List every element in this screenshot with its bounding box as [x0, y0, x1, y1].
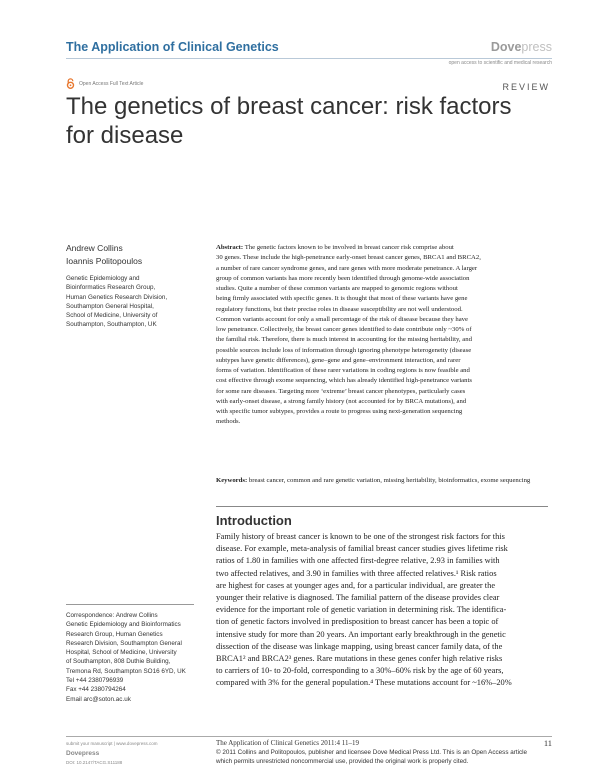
publisher-tagline: open access to scientific and medical research — [448, 60, 552, 66]
abstract-line: cost effective through exome sequencing, which has already identified high-penetrance variants — [216, 377, 472, 385]
abstract-line — [216, 243, 548, 253]
citation: The Application of Clinical Genetics 2011:4 11–19 — [216, 739, 359, 747]
keywords-label: Keywords: — [216, 477, 248, 484]
correspondence-line: of Southampton, 808 Duthie Building, — [66, 658, 171, 666]
correspondence-line: Correspondence: Andrew Collins — [66, 612, 158, 619]
abstract — [216, 243, 548, 428]
affiliation-line: School of Medicine, University of — [66, 312, 158, 320]
affiliation-line: Human Genetics Research Division, — [66, 293, 168, 301]
publisher-name-light: press — [521, 40, 552, 54]
body-line: BRCA1² and BRCA2³ genes. Rare mutations in these genes confer high relative risks — [216, 654, 503, 664]
correspondence-line: Research Division, Southampton General — [66, 639, 182, 647]
doi[interactable]: DOI: 10.2147/TACG.S11188 — [66, 760, 123, 765]
author-name: Andrew Collins — [66, 243, 123, 253]
body-line: ratios of 1.80 in families with one affected first-degree relative, 2.93 in families with — [216, 556, 500, 566]
keywords — [216, 476, 548, 486]
correspondence-line: Fax +44 2380794264 — [66, 686, 126, 694]
body-line: intensive study for more than 20 years. An important early breakthrough in the genetic — [216, 629, 506, 639]
introduction-body — [216, 531, 548, 690]
abstract-line: with specific tumor subtypes, provides a route to progress using next-generation sequencing — [216, 408, 463, 415]
correspondence-line: Research Group, Human Genetics — [66, 630, 163, 638]
introduction-heading: Introduction — [216, 513, 292, 528]
affiliation-line: Southampton, Southampton, UK — [66, 321, 157, 329]
abstract-line: forms of variation. Identification of these rarer variations in coding regions is now feasible and — [216, 367, 470, 374]
body-line: two affected relatives, and 3.90 in families with three affected relatives.¹ Risk ratios — [216, 568, 497, 578]
correspondence-line: Genetic Epidemiology and Bioinformatics — [66, 621, 181, 629]
open-access-label: Open Access Full Text Article — [79, 81, 144, 87]
body-line: dissection of the disease was linkage mapping, using breast cancer family data, of the — [216, 641, 503, 651]
correspondence-email[interactable]: Email arc@soton.ac.uk — [66, 695, 131, 703]
correspondence-line: Tel +44 2380796939 — [66, 677, 124, 685]
body-line: are highest for cases at younger ages and, for a particular individual, are greater the — [216, 580, 496, 590]
footer-divider — [66, 736, 552, 737]
body-line: to carriers of 10- to 20-fold, corresponding to a 30%–60% risk by the age of 60 years, — [216, 666, 504, 676]
abstract-line: 30 genes. These include the high-penetrance early-onset breast cancer genes, BRCA1 and BRCA2, — [216, 254, 481, 262]
page-number: 11 — [543, 738, 552, 748]
submit-manuscript-link[interactable]: submit your manuscript | www.dovepress.com — [66, 741, 158, 746]
footer-publisher: Dovepress — [66, 750, 100, 757]
body-line: tion of genetic factors involved in predisposition to breast cancer has been a topic of — [216, 617, 499, 627]
correspondence-line: Tremona Rd, Southampton SO16 6YD, UK — [66, 667, 186, 675]
open-access-icon — [66, 78, 75, 89]
body-line: compared with 3% for the general population.⁴ These mutations account for ~16%–20% — [216, 678, 512, 688]
article-title: The genetics of breast cancer: risk factors for disease — [66, 93, 512, 149]
body-line: Family history of breast cancer is known to be one of the strongest risk factors for this — [216, 532, 505, 541]
affiliation-line: Bioinformatics Research Group, — [66, 284, 156, 292]
body-line: younger their relative is diagnosed. The familial pattern of the disease provides clear — [216, 593, 500, 603]
abstract-label: Abstract: — [216, 244, 244, 251]
header-divider — [66, 58, 552, 59]
abstract-line: Common variants account for only a small percentage of the risk of disease because they have — [216, 315, 468, 323]
publisher-logo — [491, 40, 552, 54]
abstract-line: methods. — [216, 418, 241, 426]
abstract-line-text: The genetic factors known to be involved in breast cancer risk comprise about — [244, 244, 454, 251]
abstract-line: subtypes have genetic differences), gene–gene and gene–environment interaction, and rarer — [216, 356, 461, 364]
body-line: evidence for the important role of genetic variation in determining risk. The identifica- — [216, 605, 507, 615]
keywords-text: breast cancer, common and rare genetic variation, missing heritability, bioinformatics, exome sequencing — [248, 477, 531, 484]
author-name: Ioannis Politopoulos — [66, 256, 143, 266]
abstract-line: with early-onset disease, a strong family history (not accounted for by BRCA mutations), and — [216, 397, 467, 405]
abstract-line: for some rare diseases. Targeting more ‘extreme’ breast cancer phenotypes, particularly cases — [216, 387, 466, 395]
body-line: disease. For example, meta-analysis of familial breast cancer studies gives lifetime risk — [216, 544, 508, 554]
article-type: REVIEW — [502, 82, 550, 92]
abstract-line: the familial risk. Therefore, there is much interest in accounting for the missing heritability, and — [216, 336, 472, 344]
abstract-line: studies. Quite a number of these common variants are mapped to genomic regions without — [216, 285, 458, 292]
abstract-line: possible sources include loss of information through ignoring phenotype heterogeneity (disease — [216, 346, 472, 354]
affiliation-line: Southampton General Hospital, — [66, 302, 154, 310]
affiliation-line: Genetic Epidemiology and — [66, 275, 140, 282]
license-line: © 2011 Collins and Politopoulos, publisher and licensee Dove Medical Press Ltd. This is an Open Access article — [216, 749, 528, 756]
publisher-name-bold: Dove — [490, 40, 522, 54]
license-text — [216, 748, 550, 766]
abstract-line: group of common variants has more recently been identified through genome-wide association — [216, 274, 470, 282]
abstract-line: a number of rare cancer syndrome genes, and rare genes with more moderate penetrance. A larger — [216, 264, 478, 272]
correspondence-divider — [66, 604, 194, 605]
correspondence-block — [66, 611, 196, 704]
section-divider — [216, 506, 548, 507]
abstract-line: being firmly associated with specific genes. It is thought that most of these variants have gene — [216, 295, 468, 303]
abstract-line: low penetrance. Collectively, the breast cancer genes identified to date contribute only ~30% of — [216, 326, 472, 333]
license-line: which permits unrestricted noncommercial use, provided the original work is properly cited. — [216, 758, 469, 765]
journal-title: The Application of Clinical Genetics — [66, 40, 279, 54]
author-affiliation — [66, 274, 196, 330]
correspondence-line: Hospital, School of Medicine, University — [66, 649, 177, 657]
author-list — [66, 242, 142, 268]
abstract-line: regulatory functions, but their precise roles in disease susceptibility are not well understood. — [216, 305, 463, 313]
